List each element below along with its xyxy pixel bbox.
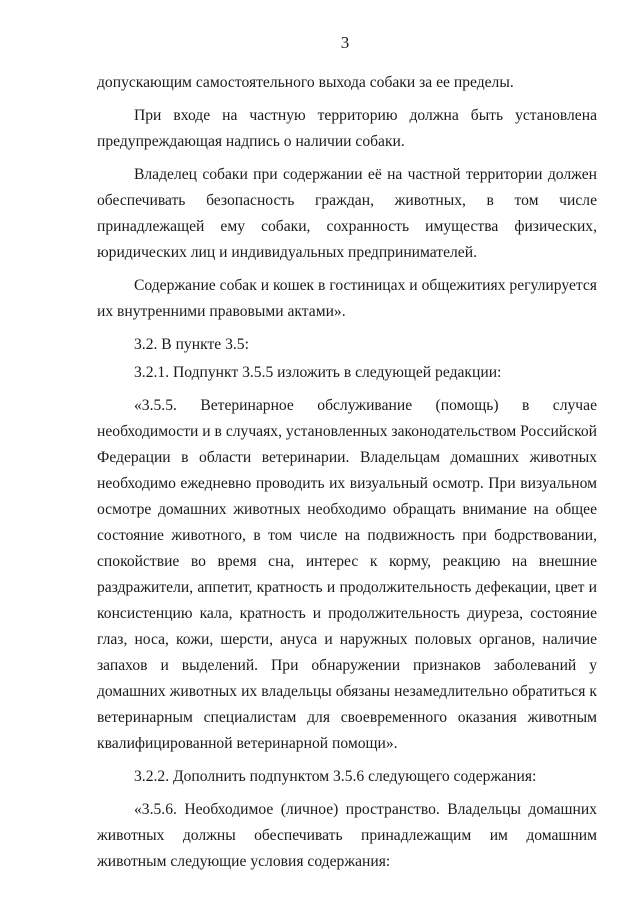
paragraph-owner-duties: Владелец собаки при содержании её на частной территории должен обеспечивать безопасность граждан, животных, в том числе принадлежащей ему собаки, сохранность имущества физических, юридических лиц и индивидуальных предпринимателей.: [97, 166, 597, 261]
document-body: [97, 70, 597, 882]
paragraph-clause-3-2-1: 3.2.1. Подпункт 3.5.5 изложить в следующей редакции:: [134, 364, 502, 381]
page-number: 3: [340, 33, 350, 52]
paragraph-clause-3-2: 3.2. В пункте 3.5:: [134, 336, 249, 353]
paragraph-clause-3-2-2: 3.2.2. Дополнить подпунктом 3.5.6 следующего содержания:: [134, 768, 537, 785]
paragraph-continuation: допускающим самостоятельного выхода собаки за ее пределы.: [97, 74, 514, 91]
paragraph-hotels-dormitories: Содержание собак и кошек в гостиницах и общежитиях регулируется их внутренними правовыми актами».: [97, 277, 597, 320]
paragraph-warning-sign: При входе на частную территорию должна быть установлена предупреждающая надпись о наличии собаки.: [97, 107, 597, 150]
paragraph-clause-3-5-6: «3.5.6. Необходимое (личное) пространство. Владельцы домашних животных должны обеспечивать принадлежащим им домашним животным следующие условия содержания:: [97, 801, 597, 870]
paragraph-clause-3-5-5: «3.5.5. Ветеринарное обслуживание (помощь) в случае необходимости и в случаях, установленных законодательством Российской Федерации в области ветеринарии. Владельцам домашних животных необходимо ежедневно проводить их визуальный осмотр. При визуальном осмотре домашних животных необходимо обращать внимание на общее состояние животного, в том числе на подвижность при бодрствовании, спокойствие во время сна, интерес к корму, реакцию на внешние раздражители, аппетит, кратность и продолжительность дефекации, цвет и консистенцию кала, кратность и продолжительность диуреза, состояние глаз, носа, кожи, шерсти, ануса и наружных половых органов, наличие запахов и выделений. При обнаружении признаков заболеваний у домашних животных их владельцы обязаны незамедлительно обратиться к ветеринарным специалистам для своевременного оказания животным квалифицированной ветеринарной помощи».: [97, 397, 597, 752]
